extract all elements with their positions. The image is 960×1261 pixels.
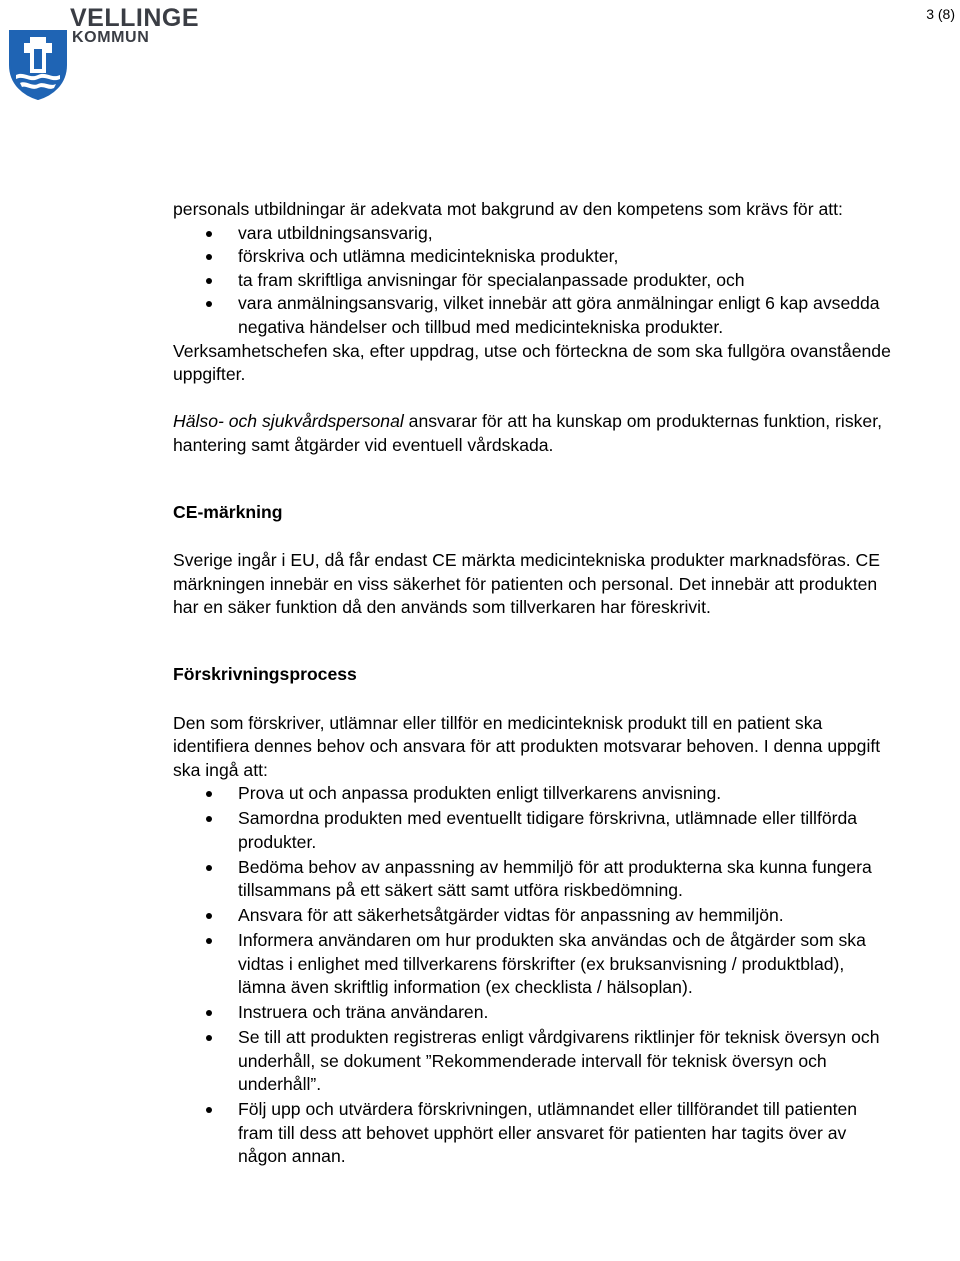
list-item: Prova ut och anpassa produkten enligt tillverkarens anvisning. [173, 782, 893, 806]
ce-paragraph: Sverige ingår i EU, då får endast CE märkta medicintekniska produkter marknadsföras. CE märkningen innebär en viss säkerhet för patienten och personal. Det innebär att produkten har en säker funktion då den används som tillverkaren har föreskrivit. [173, 550, 880, 618]
logo-name: VELLINGE [70, 4, 200, 32]
list-item: Se till att produkten registreras enligt vårdgivarens riktlinjer för teknisk översyn och underhåll, se dokument ”Rekommenderade intervall för teknisk översyn och underhåll”. [173, 1026, 893, 1097]
intro-paragraph: personals utbildningar är adekvata mot bakgrund av den kompetens som krävs för att: [173, 199, 843, 219]
list-item: Ansvara för att säkerhetsåtgärder vidtas för anpassning av hemmiljön. [173, 904, 893, 928]
list-item: Informera användaren om hur produkten ska användas och de åtgärder som ska vidtas i enlighet med tillverkarens förskrifter (ex bruksanvisning / produktblad), lämna även skriftlig information (ex checklista / hälsoplan). [173, 929, 893, 1000]
process-lead-paragraph: Den som förskriver, utlämnar eller tillför en medicinteknisk produkt till en patient ska identifiera dennes behov och ansvara för att produkten motsvarar behoven. I denna uppgift ska ingå att: [173, 712, 881, 780]
intro-tail-paragraph: Verksamhetschefen ska, efter uppdrag, utse och förteckna de som ska fullgöra ovanstående uppgifter. [173, 340, 891, 385]
municipality-shield-icon [8, 29, 68, 101]
halso-paragraph [173, 410, 893, 457]
halso-italic-term: Hälso- och sjukvårdspersonal [173, 411, 404, 432]
process-bullet-list [173, 782, 893, 1169]
list-item: förskriva och utlämna medicintekniska produkter, [173, 245, 893, 269]
document-body [173, 198, 893, 1170]
list-item: Instruera och träna användaren. [173, 1001, 893, 1025]
page-number: 3 (8) [926, 6, 955, 22]
process-heading: Förskrivningsprocess [173, 663, 357, 684]
vellinge-logo [8, 3, 200, 103]
list-item: vara anmälningsansvarig, vilket innebär att göra anmälningar enligt 6 kap avsedda negativa händelser och tillbud med medicintekniska produkter. [173, 292, 893, 339]
list-item: Samordna produkten med eventuellt tidigare förskrivna, utlämnade eller tillförda produkter. [173, 807, 893, 854]
list-item: vara utbildningsansvarig, [173, 222, 893, 246]
list-item: Följ upp och utvärdera förskrivningen, utlämnandet eller tillförandet till patienten fram till dess att behovet upphört eller ansvaret för patienten har tagits över av någon annan. [173, 1098, 893, 1169]
list-item: ta fram skriftliga anvisningar för specialanpassade produkter, och [173, 269, 893, 293]
intro-bullet-list [173, 222, 893, 340]
ce-heading: CE-märkning [173, 501, 283, 522]
logo-subtitle: KOMMUN [72, 29, 150, 46]
halso-text: ansvarar för att ha kunskap om produkternas funktion, risker, hantering samt åtgärder vid eventuell vårdskada. [173, 411, 882, 455]
list-item: Bedöma behov av anpassning av hemmiljö för att produkterna ska kunna fungera tillsammans på ett säkert sätt samt utföra riskbedömning. [173, 856, 893, 903]
